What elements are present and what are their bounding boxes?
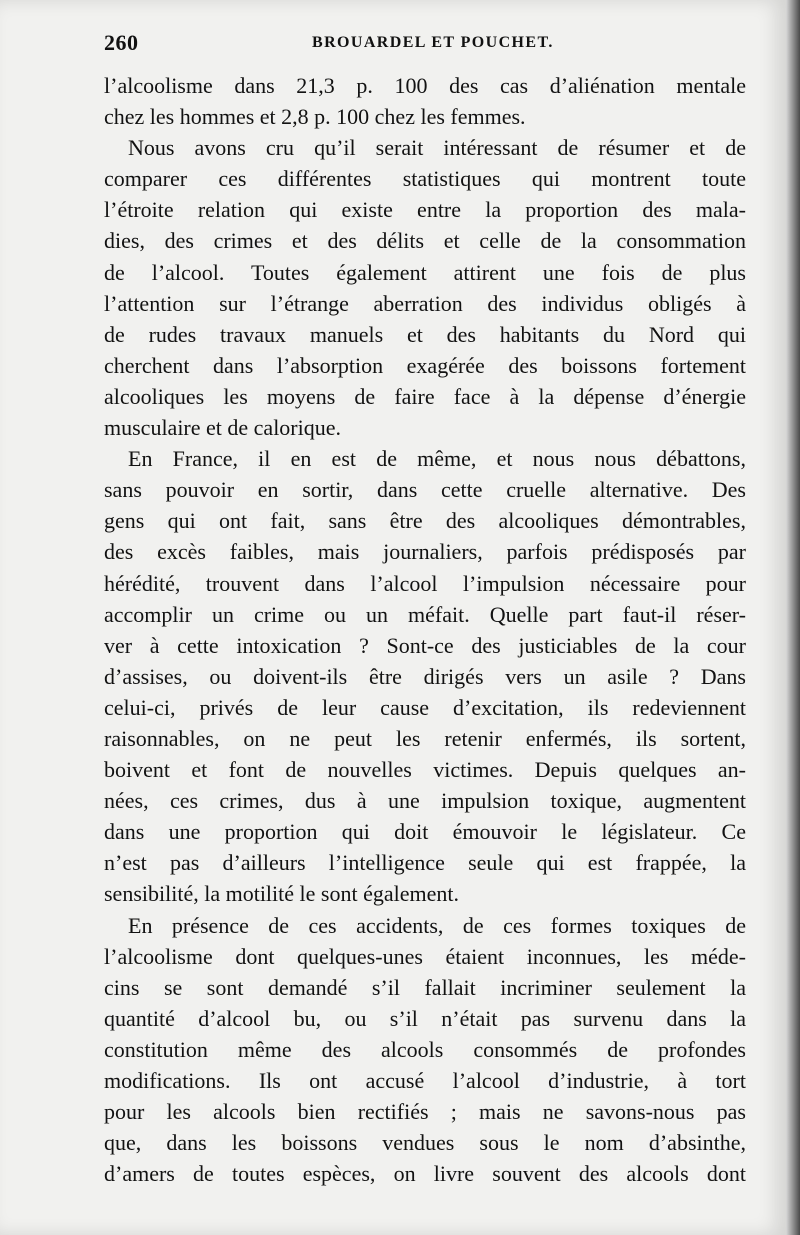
body-text — [104, 70, 746, 1189]
text-line: accomplir un crime ou un méfait. Quelle part faut-il réser- — [104, 601, 746, 627]
page-number: 260 — [104, 30, 139, 55]
text-line: l’alcoolisme dans 21,3 p. 100 des cas d’aliénation mentale — [104, 73, 746, 98]
text-line: dies, des crimes et des délits et celle de la consommation — [104, 228, 746, 254]
text-line: l’alcoolisme dont quelques-unes étaient inconnues, les méde- — [104, 943, 746, 969]
text-line: sensibilité, la motilité le sont également. — [104, 881, 459, 907]
text-line: En France, il en est de même, et nous nous débattons, — [128, 446, 746, 472]
text-line: cherchent dans l’absorption exagérée des boissons fortement — [104, 352, 746, 378]
text-line: sans pouvoir en sortir, dans cette cruelle alternative. Des — [104, 477, 746, 503]
text-line: n’est pas d’ailleurs l’intelligence seule qui est frappée, la — [104, 850, 746, 876]
text-line: musculaire et de calorique. — [104, 415, 342, 441]
text-line: Nous avons cru qu’il serait intéressant de résumer et de — [128, 135, 746, 161]
text-line: boivent et font de nouvelles victimes. Depuis quelques an- — [104, 757, 746, 783]
text-line: de rudes travaux manuels et des habitants du Nord qui — [104, 321, 746, 347]
text-line: nées, ces crimes, dus à une impulsion toxique, augmentent — [104, 788, 746, 814]
text-line: alcooliques les moyens de faire face à la dépense d’énergie — [104, 383, 746, 409]
text-line: quantité d’alcool bu, ou s’il n’était pas survenu dans la — [104, 1005, 746, 1031]
text-line: cins se sont demandé s’il fallait incriminer seulement la — [104, 974, 746, 1000]
text-line: l’attention sur l’étrange aberration des individus obligés à — [104, 290, 746, 316]
running-head: BROUARDEL ET POUCHET. — [312, 34, 554, 51]
text-line: celui-ci, privés de leur cause d’excitation, ils redeviennent — [104, 694, 746, 720]
text-line: constitution même des alcools consommés de profondes — [104, 1036, 746, 1062]
text-line: que, dans les boissons vendues sous le nom d’absinthe, — [104, 1130, 746, 1156]
text-line: raisonnables, on ne peut les retenir enfermés, ils sortent, — [104, 725, 746, 751]
text-line: gens qui ont fait, sans être des alcooliques démontrables, — [104, 508, 746, 534]
text-line: hérédité, trouvent dans l’alcool l’impulsion nécessaire pour — [104, 570, 746, 596]
page-edge-shadow — [786, 0, 800, 1235]
text-line: d’assises, ou doivent-ils être dirigés vers un asile ? Dans — [104, 663, 746, 689]
text-line: pour les alcools bien rectifiés ; mais ne savons-nous pas — [104, 1099, 746, 1125]
page-header — [104, 30, 744, 62]
text-line: de l’alcool. Toutes également attirent une fois de plus — [104, 259, 746, 285]
text-line: ver à cette intoxication ? Sont-ce des justiciables de la cour — [104, 632, 746, 658]
text-line: modifications. Ils ont accusé l’alcool d’industrie, à tort — [104, 1068, 746, 1093]
text-line: des excès faibles, mais journaliers, parfois prédisposés par — [104, 539, 746, 565]
text-line: d’amers de toutes espèces, on livre souvent des alcools dont — [104, 1161, 746, 1187]
text-line: comparer ces différentes statistiques qui montrent toute — [104, 166, 746, 192]
text-line: l’étroite relation qui existe entre la proportion des mala- — [104, 197, 746, 223]
text-line: chez les hommes et 2,8 p. 100 chez les femmes. — [104, 104, 526, 130]
text-line: dans une proportion qui doit émouvoir le législateur. Ce — [104, 819, 746, 845]
text-line: En présence de ces accidents, de ces formes toxiques de — [128, 912, 746, 938]
